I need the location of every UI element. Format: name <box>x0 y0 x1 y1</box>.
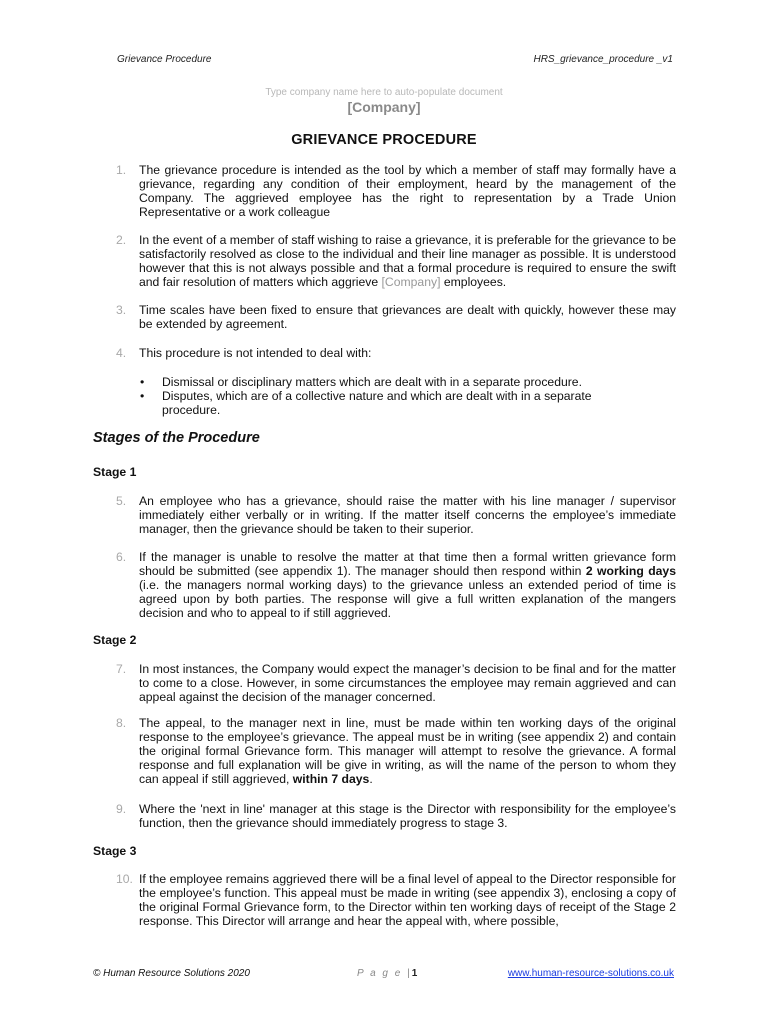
item-number: 4. <box>116 346 127 360</box>
list-item <box>116 233 676 289</box>
footer-copyright: © Human Resource Solutions 2020 <box>93 968 250 979</box>
list-item <box>116 716 676 786</box>
bullet-text: Dismissal or disciplinary matters which are dealt with in a separate procedure. <box>162 375 582 389</box>
bullet-text: Disputes, which are of a collective nature and which are dealt with in a separate procedure. <box>162 389 592 417</box>
stage-heading: Stage 2 <box>93 633 137 647</box>
bullet-icon: • <box>140 389 145 403</box>
page-title: GRIEVANCE PROCEDURE <box>291 132 477 148</box>
company-name-field[interactable]: [Company] <box>347 99 421 115</box>
item-text: Time scales have been fixed to ensure that grievances are dealt with quickly, however these may be extended by agreement. <box>139 303 676 331</box>
list-item <box>116 494 676 536</box>
item-text: If the manager is unable to resolve the matter at that time then a formal written grievance form should be submitted (see appendix 1). The manager should then respond within 2 working days (i.e. the managers normal working days) to the grievance unless an extended period of time is agreed upon by both parties. The response will give a full written explanation of the mangers decision and who to appeal to if still aggrieved. <box>139 550 676 620</box>
item-text: In most instances, the Company would expect the manager’s decision to be final and for the matter to come to a close. However, in some circumstances the employee may remain aggrieved and can appeal against the decision of the manager concerned. <box>139 662 676 704</box>
stage-heading: Stage 3 <box>93 844 137 858</box>
list-item <box>116 163 676 219</box>
list-item <box>116 872 676 928</box>
item-number: 9. <box>116 802 127 816</box>
company-reference: [Company] <box>381 275 441 289</box>
item-text: The appeal, to the manager next in line, must be made within ten working days of the original response to the employee’s grievance. The appeal must be in writing (see appendix 2) and contain the original formal Grievance form. This manager will attempt to resolve the grievance. A formal response and full explanation will be give in writing, as will the name of the person to whom they can appeal if still aggrieved, within 7 days. <box>139 716 676 786</box>
item-number: 7. <box>116 662 127 676</box>
deadline-emphasis: 2 working days <box>585 564 676 578</box>
list-item <box>116 662 676 704</box>
stage-heading: Stage 1 <box>93 465 137 479</box>
item-number: 10. <box>116 872 133 886</box>
footer-page-number: P a g e |1 <box>357 968 418 979</box>
item-text: In the event of a member of staff wishing to raise a grievance, it is preferable for the grievance to be satisfactorily resolved as close to the individual and their line manager as possible. It is understood however that this is not always possible and that a formal procedure is required to ensure the swift and fair resolution of matters which aggrieve [Company] employees. <box>139 233 676 289</box>
item-number: 6. <box>116 550 127 564</box>
header-doc-title: Grievance Procedure <box>117 54 212 65</box>
item-text: This procedure is not intended to deal with: <box>139 346 372 360</box>
deadline-emphasis: within 7 days <box>292 772 370 786</box>
list-item <box>116 802 676 830</box>
list-item <box>116 346 676 360</box>
footer-website-link[interactable]: www.human-resource-solutions.co.uk <box>507 968 674 979</box>
item-text: Where the 'next in line' manager at this stage is the Director with responsibility for the employee’s function, then the grievance should immediately progress to stage 3. <box>139 802 676 830</box>
item-text: An employee who has a grievance, should raise the matter with his line manager / supervisor immediately either verbally or in writing. If the matter itself concerns the employee’s immediate manager, then the grievance should be taken to their superior. <box>139 494 676 536</box>
bullet-icon: • <box>140 375 145 389</box>
item-number: 1. <box>116 163 127 177</box>
item-number: 5. <box>116 494 127 508</box>
item-number: 3. <box>116 303 127 317</box>
item-text: If the employee remains aggrieved there will be a final level of appeal to the Director responsible for the employee’s function. This appeal must be made in writing (see appendix 3), enclosing a copy of the original Formal Grievance form, to the Director within ten working days of receipt of the Stage 2 response. This Director will arrange and hear the appeal with, where possible, <box>139 872 676 928</box>
item-number: 2. <box>116 233 127 247</box>
section-heading: Stages of the Procedure <box>93 430 260 446</box>
list-item <box>116 303 676 331</box>
bullet-item <box>140 375 620 389</box>
bullet-item <box>140 389 620 417</box>
item-number: 8. <box>116 716 127 730</box>
list-item <box>116 550 676 620</box>
item-text: The grievance procedure is intended as the tool by which a member of staff may formally have a grievance, regarding any condition of their employment, heard by the management of the Company. The aggrieved employee has the right to representation by a Trade Union Representative or a work colleague <box>139 163 676 219</box>
company-name-hint[interactable]: Type company name here to auto-populate document <box>265 87 503 98</box>
header-doc-code: HRS_grievance_procedure _v1 <box>533 54 673 65</box>
